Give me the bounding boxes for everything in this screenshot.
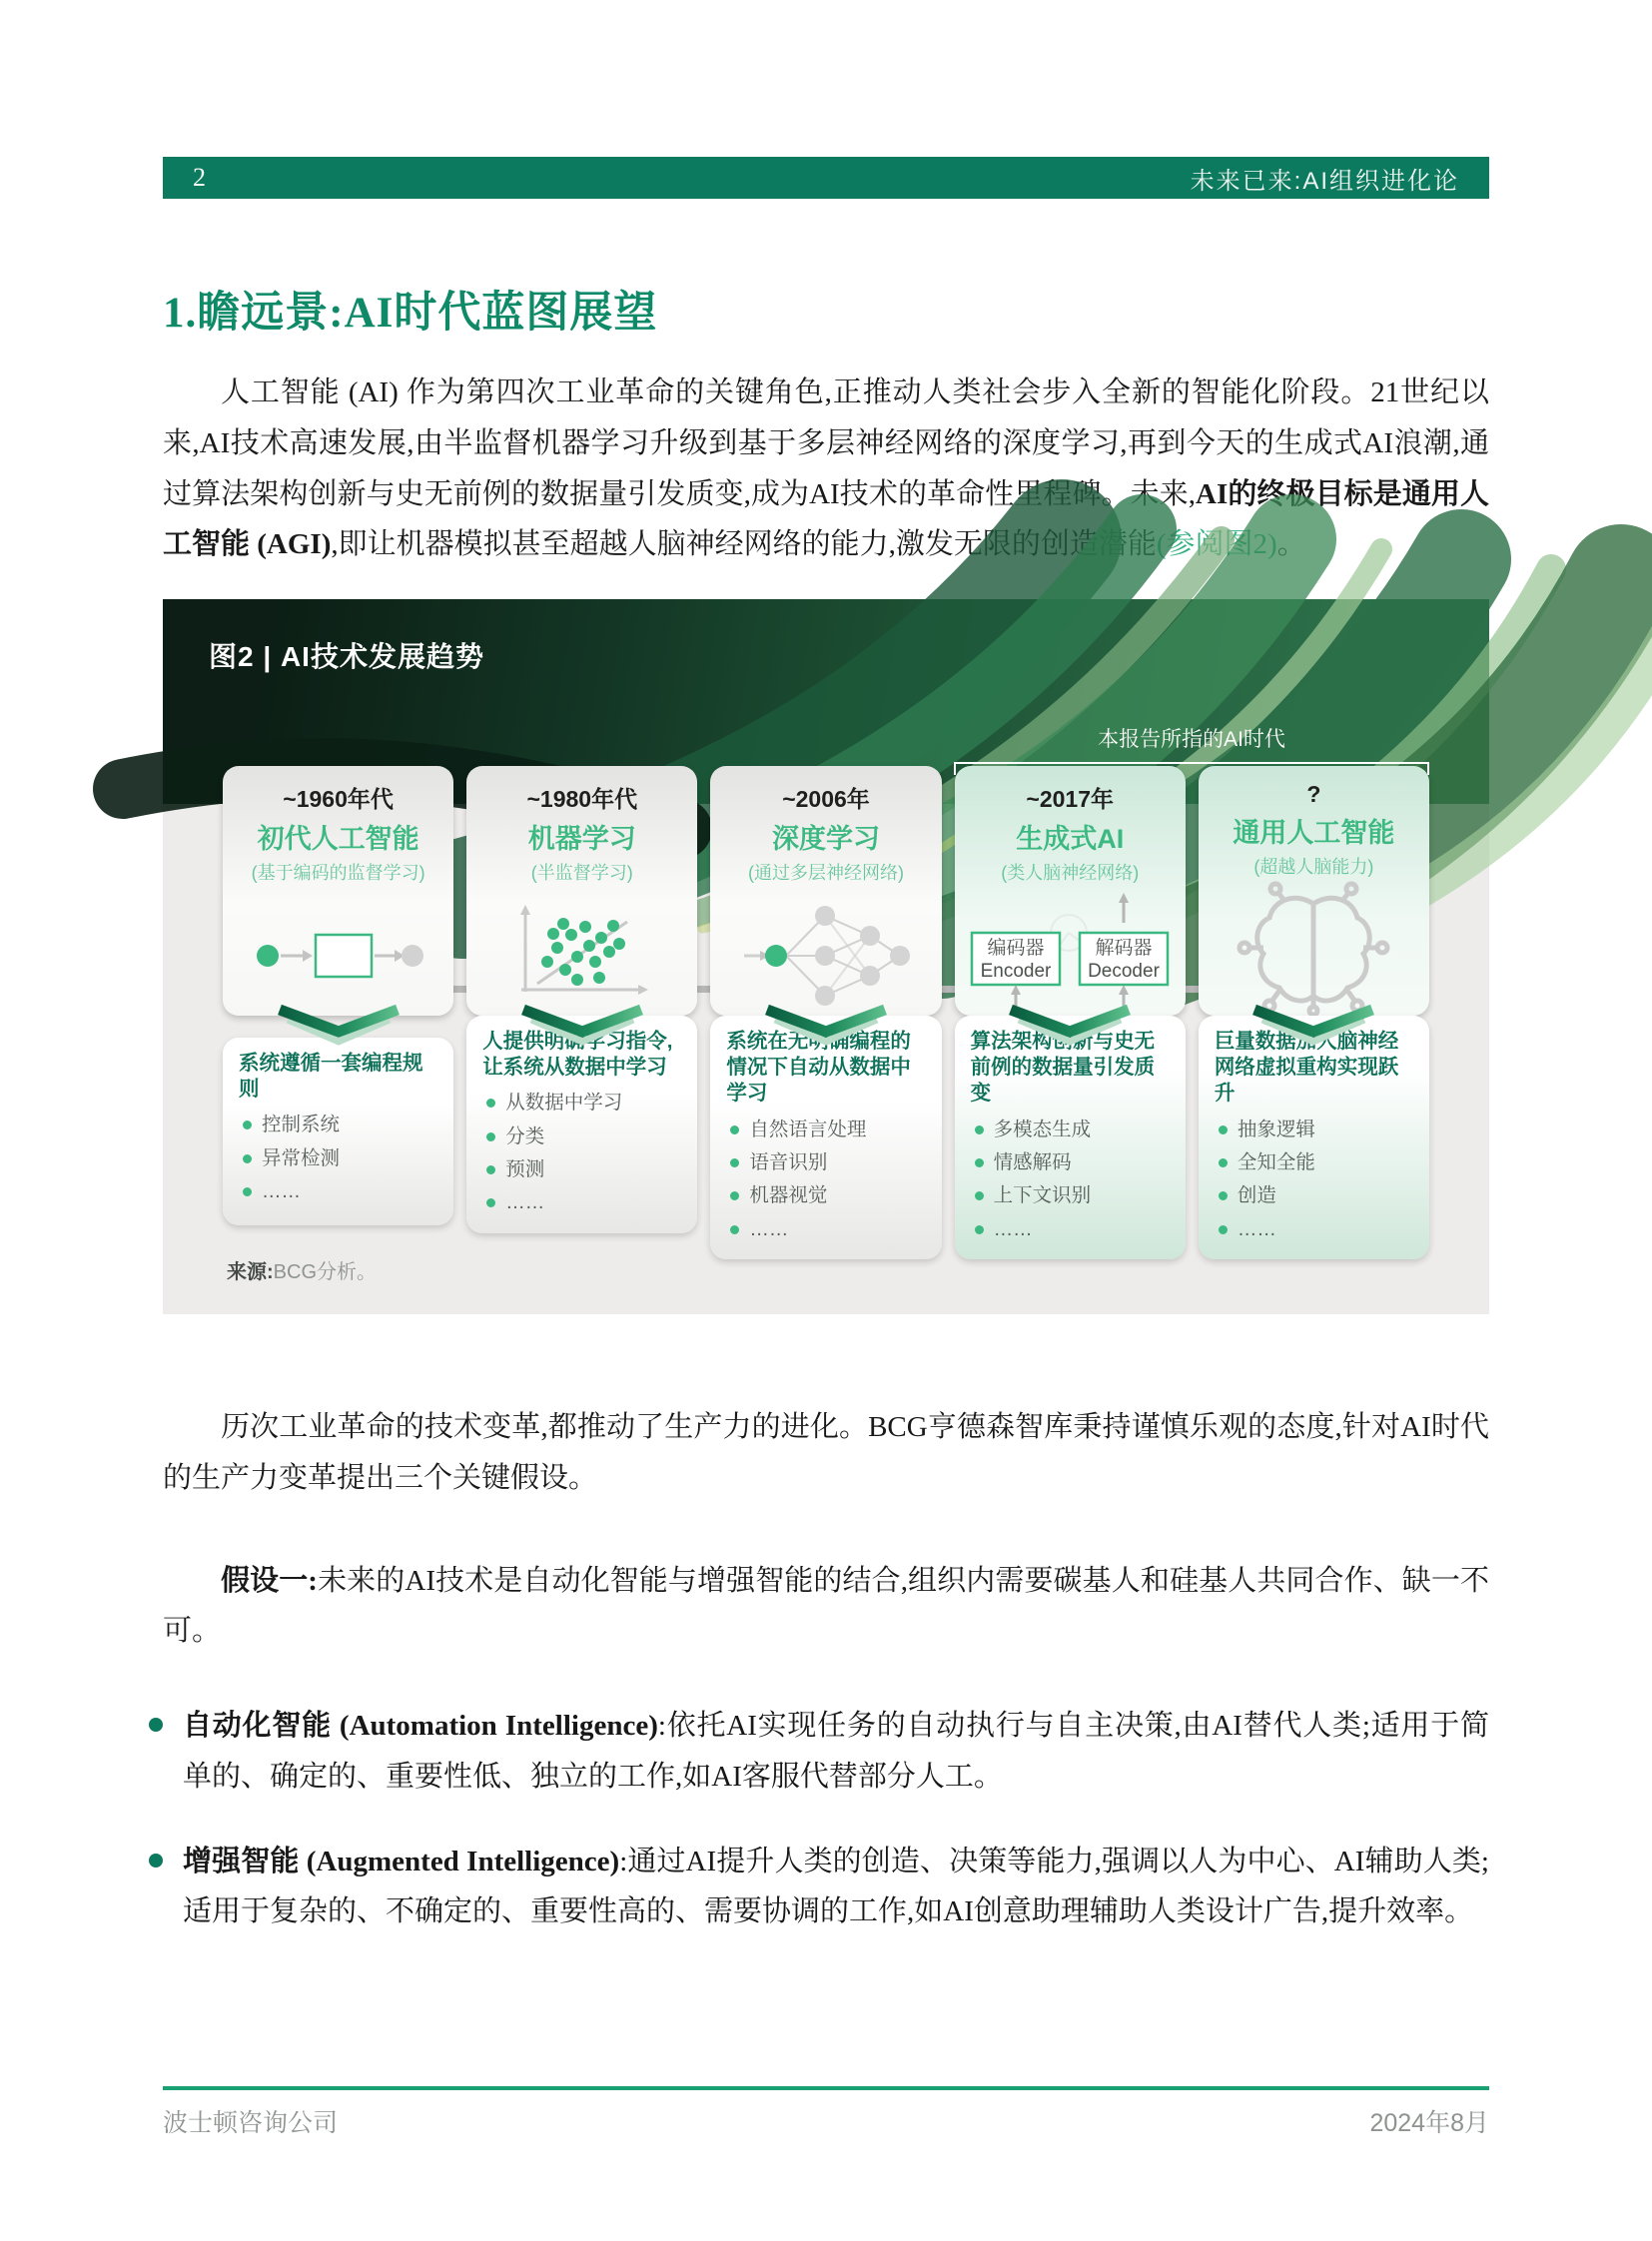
- list-item: [239, 1112, 439, 1138]
- list-item: [971, 1117, 1172, 1143]
- flow-box-icon: [253, 910, 424, 1002]
- item-text: ……: [262, 1180, 301, 1203]
- item-text: ……: [749, 1217, 789, 1240]
- list-item: [1215, 1149, 1415, 1176]
- decoder-label-en: Decoder: [1088, 961, 1161, 982]
- era-year: ~1980年代: [526, 786, 638, 812]
- era-card: [1199, 766, 1429, 1016]
- era-description-title: 算法架构创新与史无前例的数据量引发质变: [970, 1030, 1156, 1106]
- bullet-dot: [1219, 1158, 1228, 1167]
- decoder-label-zh: 解码器: [1095, 938, 1153, 959]
- era-description-card: [955, 1016, 1186, 1259]
- list-item: [726, 1149, 927, 1176]
- paragraph-hypothesis-1: [163, 1556, 1489, 1658]
- list-item: [1215, 1182, 1415, 1209]
- bullet-automation-intelligence: [163, 1701, 1489, 1803]
- bullet-dot: [975, 1191, 984, 1200]
- figure-column-generative-ai: [955, 766, 1186, 1240]
- era-name: 通用人工智能: [1233, 818, 1395, 848]
- item-text: ……: [993, 1217, 1033, 1240]
- encoder-label-en: Encoder: [980, 961, 1052, 982]
- item-text: 全知全能: [1237, 1151, 1315, 1173]
- era-columns: [223, 766, 1429, 1240]
- hypothesis-text: 未来的AI技术是自动化智能与增强智能的结合,组织内需要碳基人和硅基人共同合作、缺一不可。: [163, 1564, 1489, 1648]
- section-title: 1.瞻远景:AI时代蓝图展望: [163, 290, 658, 337]
- encoder-decoder-icon: [964, 893, 1176, 1019]
- encoder-label-zh: 编码器: [987, 938, 1045, 959]
- era-subtitle: (通过多层神经网络): [748, 863, 904, 883]
- era-subtitle: (半监督学习): [530, 863, 633, 883]
- era-year: ~1960年代: [283, 786, 394, 812]
- list-item: [482, 1090, 683, 1117]
- figure-column-early-ai: [223, 766, 453, 1225]
- list-item: [971, 1149, 1172, 1176]
- era-name: 机器学习: [527, 824, 636, 854]
- bullet-dot: [1219, 1191, 1228, 1200]
- era-item-list: [1215, 1117, 1415, 1243]
- era-description-title: 系统在无明确编程的情况下自动从数据中学习: [726, 1030, 911, 1106]
- item-text: 从数据中学习: [505, 1092, 623, 1115]
- era-description-card: [710, 1016, 941, 1259]
- era-subtitle: (超越人脑能力): [1253, 857, 1374, 877]
- list-item: [971, 1182, 1172, 1209]
- chevron-wrap: [223, 1016, 453, 1038]
- figure-column-agi: [1199, 766, 1429, 1240]
- item-text: 语音识别: [749, 1151, 828, 1173]
- era-description-title: 人提供明确学习指令,让系统从数据中学习: [482, 1030, 673, 1080]
- footer-date: 2024年8月: [1369, 2109, 1489, 2137]
- item-text: 抽象逻辑: [1237, 1118, 1315, 1140]
- era-item-list: [726, 1117, 927, 1243]
- list-item: [1215, 1216, 1415, 1243]
- page-header-bar: [163, 157, 1489, 199]
- era-card: [710, 766, 941, 1016]
- bullet-dot: [975, 1158, 984, 1167]
- item-text: 创造: [1237, 1184, 1276, 1207]
- item-text: 情感解码: [993, 1151, 1072, 1173]
- bullet-lead: 自动化智能 (Automation Intelligence): [183, 1710, 658, 1742]
- list-item: [239, 1178, 439, 1205]
- bullet-dot: [243, 1187, 252, 1196]
- era-year: ~2017年: [1026, 786, 1115, 812]
- era-icon-area: [1199, 879, 1429, 1021]
- figure-column-deep-learning: [710, 766, 941, 1240]
- list-item: [1215, 1117, 1415, 1143]
- era-year: ~2006年: [782, 786, 870, 812]
- era-subtitle: (基于编码的监督学习): [251, 863, 425, 883]
- bullet-dot: [243, 1154, 252, 1163]
- era-name: 深度学习: [772, 824, 880, 854]
- chevron-down-icon: [1005, 1002, 1135, 1046]
- bullet-dot: [486, 1165, 495, 1174]
- bullet-dot: [975, 1225, 984, 1234]
- bullet-dot: [730, 1191, 739, 1200]
- list-item: [482, 1156, 683, 1183]
- brain-circuit-icon: [1238, 884, 1389, 1016]
- item-text: 控制系统: [262, 1114, 341, 1136]
- page-footer: [163, 2086, 1489, 2139]
- source-label: 来源:: [227, 1261, 274, 1283]
- figure-title: 图2 | AI技术发展趋势: [209, 641, 484, 672]
- chevron-down-icon: [274, 1002, 404, 1046]
- item-text: 预测: [505, 1158, 545, 1181]
- intelligence-bullet-list: [163, 1701, 1489, 1937]
- item-text: 多模态生成: [993, 1118, 1092, 1140]
- chevron-down-icon: [517, 1002, 647, 1046]
- intro-text-end: 。: [1276, 528, 1306, 561]
- bullet-dot: [486, 1132, 495, 1141]
- bullet-text: :依托AI实现任务的自动执行与自主决策,由AI替代人类;适用于简单的、确定的、重要性低、独立的工作,如AI客服代替部分人工。: [183, 1710, 1489, 1793]
- list-item: [482, 1189, 683, 1216]
- bullet-dot: [730, 1225, 739, 1234]
- neural-network-icon: [740, 901, 912, 1011]
- bullet-dot: [975, 1125, 984, 1134]
- scatter-plot-icon: [507, 902, 657, 1010]
- item-text: 自然语言处理: [749, 1118, 867, 1140]
- figure-column-machine-learning: [466, 766, 697, 1225]
- bullet-dot: [149, 1718, 163, 1732]
- figure-2-ai-trends: [163, 599, 1489, 1314]
- list-item: [726, 1117, 927, 1143]
- bullet-text: :通过AI提升人类的创造、决策等能力,强调以人为中心、AI辅助人类;适用于复杂的、不确定的、重要性高的、需要协调的工作,如AI创意助理辅助人类设计广告,提升效率。: [183, 1845, 1489, 1928]
- bullet-dot: [243, 1120, 252, 1129]
- chevron-down-icon: [761, 1002, 891, 1046]
- hypothesis-lead: 假设一:: [221, 1564, 318, 1597]
- figure-body: [163, 766, 1489, 1314]
- item-text: ……: [1237, 1217, 1276, 1240]
- era-description-card: [1199, 1016, 1429, 1259]
- era-card: [955, 766, 1186, 1016]
- era-description-card: [466, 1016, 697, 1233]
- document-title: 未来已来:AI组织进化论: [1190, 167, 1459, 195]
- item-text: 异常检测: [262, 1146, 341, 1169]
- era-description-title: 系统遵循一套编程规则: [239, 1052, 423, 1102]
- item-text: 上下文识别: [993, 1184, 1092, 1207]
- figure-source: [227, 1255, 1429, 1288]
- item-text: 分类: [505, 1124, 545, 1147]
- era-name: 生成式AI: [1016, 824, 1125, 854]
- bullet-dot: [486, 1099, 495, 1108]
- era-card: [466, 766, 697, 1016]
- paragraph-revolutions: 历次工业革命的技术变革,都推动了生产力的进化。BCG亨德森智库秉持谨慎乐观的态度,针对AI时代的生产力变革提出三个关键假设。: [163, 1411, 1489, 1494]
- bullet-dot: [1219, 1125, 1228, 1134]
- era-item-list: [239, 1112, 439, 1205]
- intro-text-mid: ,即让机器模拟甚至超越人脑神经网络的能力,激发无限的创造潜能: [331, 528, 1157, 561]
- page-number: 2: [193, 163, 206, 192]
- list-item: [726, 1182, 927, 1209]
- list-item: [971, 1216, 1172, 1243]
- era-item-list: [482, 1090, 683, 1216]
- ai-era-label: 本报告所指的AI时代: [1098, 728, 1285, 751]
- era-card: [223, 766, 453, 1016]
- chevron-down-icon: [1248, 1002, 1378, 1046]
- source-text: BCG分析。: [273, 1261, 378, 1283]
- bullet-dot: [486, 1198, 495, 1207]
- list-item: [482, 1123, 683, 1150]
- list-item: [239, 1145, 439, 1172]
- era-description-title: 巨量数据加人脑神经网络虚拟重构实现跃升: [1214, 1030, 1399, 1106]
- era-name: 初代人工智能: [257, 824, 419, 854]
- era-item-list: [971, 1117, 1172, 1243]
- bullet-dot: [730, 1158, 739, 1167]
- page-content: [163, 0, 1489, 2137]
- bullet-lead: 增强智能 (Augmented Intelligence): [183, 1845, 620, 1877]
- item-text: 机器视觉: [749, 1184, 828, 1207]
- footer-company: 波士顿咨询公司: [163, 2109, 339, 2137]
- intro-text: 人工智能 (AI) 作为第四次工业革命的关键角色,正推动人类社会步入全新的智能化阶段。21世纪以来,AI技术高速发展,由半监督机器学习升级到基于多层神经网络的深度学习,再到今天的生成式AI浪潮,通过算法架构创新与史无前例的数据量引发质变,成为AI技术的革命性里程碑。未来,: [163, 376, 1489, 510]
- item-text: ……: [505, 1191, 545, 1214]
- intro-bold-agi: AI的终极目标是通用人工智能 (AGI): [163, 477, 1489, 561]
- era-subtitle: (类人脑神经网络): [1001, 863, 1140, 883]
- list-item: [726, 1216, 927, 1243]
- bullet-dot: [1219, 1225, 1228, 1234]
- era-description-card: [223, 1038, 453, 1225]
- bullet-augmented-intelligence: [163, 1837, 1489, 1938]
- bullet-dot: [149, 1854, 163, 1868]
- era-year: ?: [1306, 781, 1321, 807]
- bullet-dot: [730, 1125, 739, 1134]
- figure-2-reference-link[interactable]: (参阅图2): [1156, 528, 1277, 561]
